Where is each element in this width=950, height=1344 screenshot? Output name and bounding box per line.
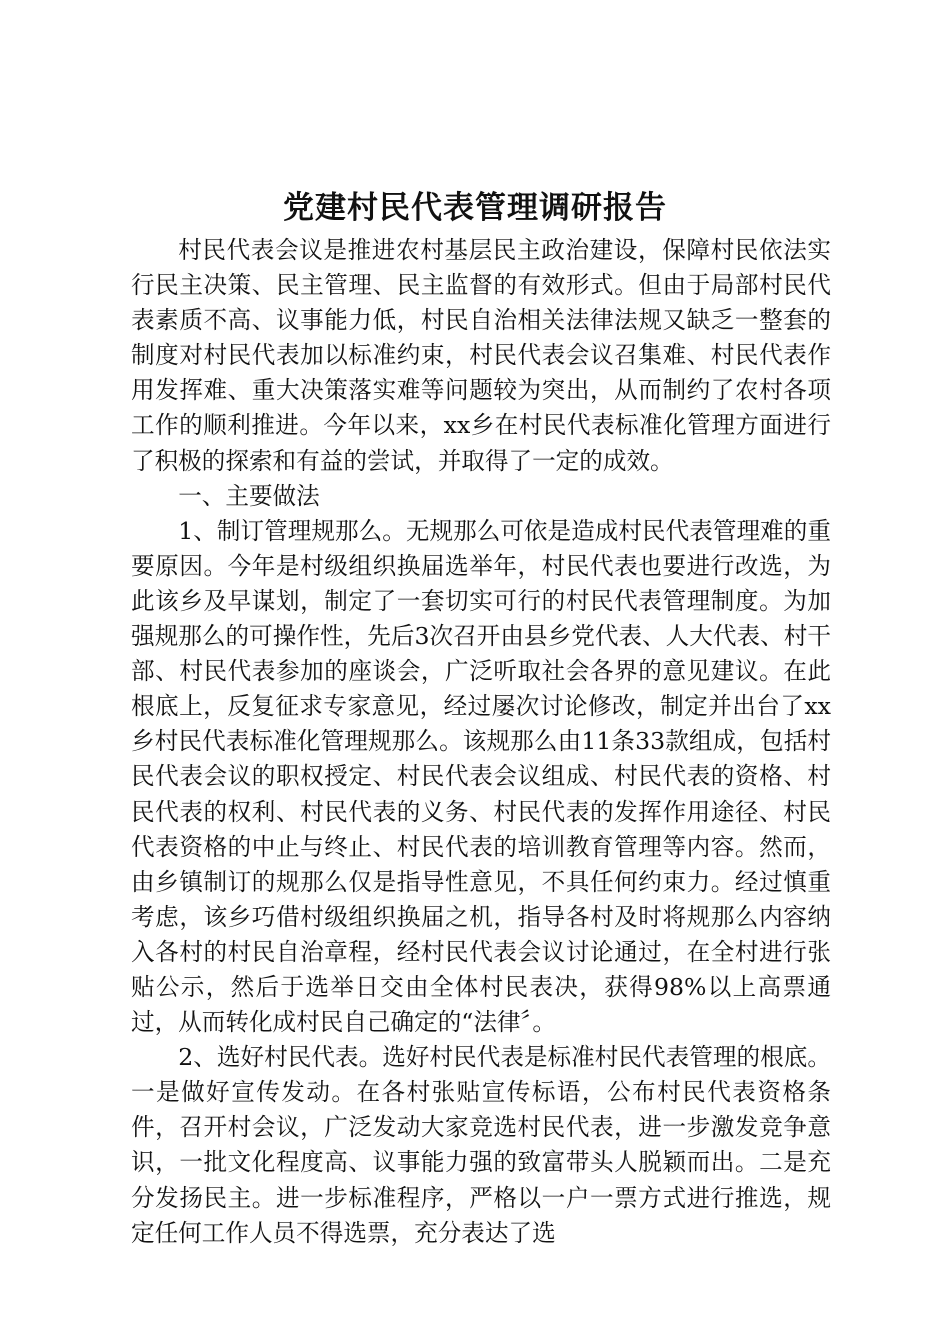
body-paragraph: 1、制订管理规那么。无规那么可依是造成村民代表管理难的重要原因。今年是村级组织换届选举年，村民代表也要进行改选，为此该乡及早谋划，制定了一套切实可行的村民代表管理制度。为加强规那么的可操作性，先后3次召开由县乡党代表、人大代表、村干部、村民代表参加的座谈会，广泛听取社会各界的意见建议。在此根底上，反复征求专家意见，经过屡次讨论修改，制定并出台了xx乡村民代表标准化管理规那么。该规那么由11条33款组成，包括村民代表会议的职权授定、村民代表会议组成、村民代表的资格、村民代表的权利、村民代表的义务、村民代表的发挥作用途径、村民代表资格的中止与终止、村民代表的培训教育管理等内容。然而，由乡镇制订的规那么仅是指导性意见，不具任何约束力。经过慎重考虑，该乡巧借村级组织换届之机，指导各村及时将规那么内容纳入各村的村民自治章程，经村民代表会议讨论通过，在全村进行张贴公示，然后于选举日交由全体村民表决，获得98%以上高票通过，从而转化成村民自己确定的“法律〞。 bbox=[131, 516, 831, 1037]
section-heading: 一、主要做法 bbox=[178, 481, 320, 510]
document-title: 党建村民代表管理调研报告 bbox=[283, 190, 667, 226]
intro-paragraph: 村民代表会议是推进农村基层民主政治建设，保障村民依法实行民主决策、民主管理、民主监督的有效形式。但由于局部村民代表素质不高、议事能力低，村民自治相关法律法规又缺乏一整套的制度对村民代表加以标准约束，村民代表会议召集难、村民代表作用发挥难、重大决策落实难等问题较为突出，从而制约了农村各项工作的顺利推进。今年以来，xx乡在村民代表标准化管理方面进行了积极的探索和有益的尝试，并取得了一定的成效。 bbox=[131, 236, 831, 475]
document-body bbox=[131, 233, 831, 1251]
body-paragraph: 2、选好村民代表。选好村民代表是标准村民代表管理的根底。一是做好宣传发动。在各村张贴宣传标语，公布村民代表资格条件，召开村会议，广泛发动大家竞选村民代表，进一步激发竞争意识，一批文化程度高、议事能力强的致富带头人脱颖而出。二是充分发扬民主。进一步标准程序，严格以一户一票方式进行推选，规定任何工作人员不得选票，充分表达了选 bbox=[131, 1043, 831, 1247]
